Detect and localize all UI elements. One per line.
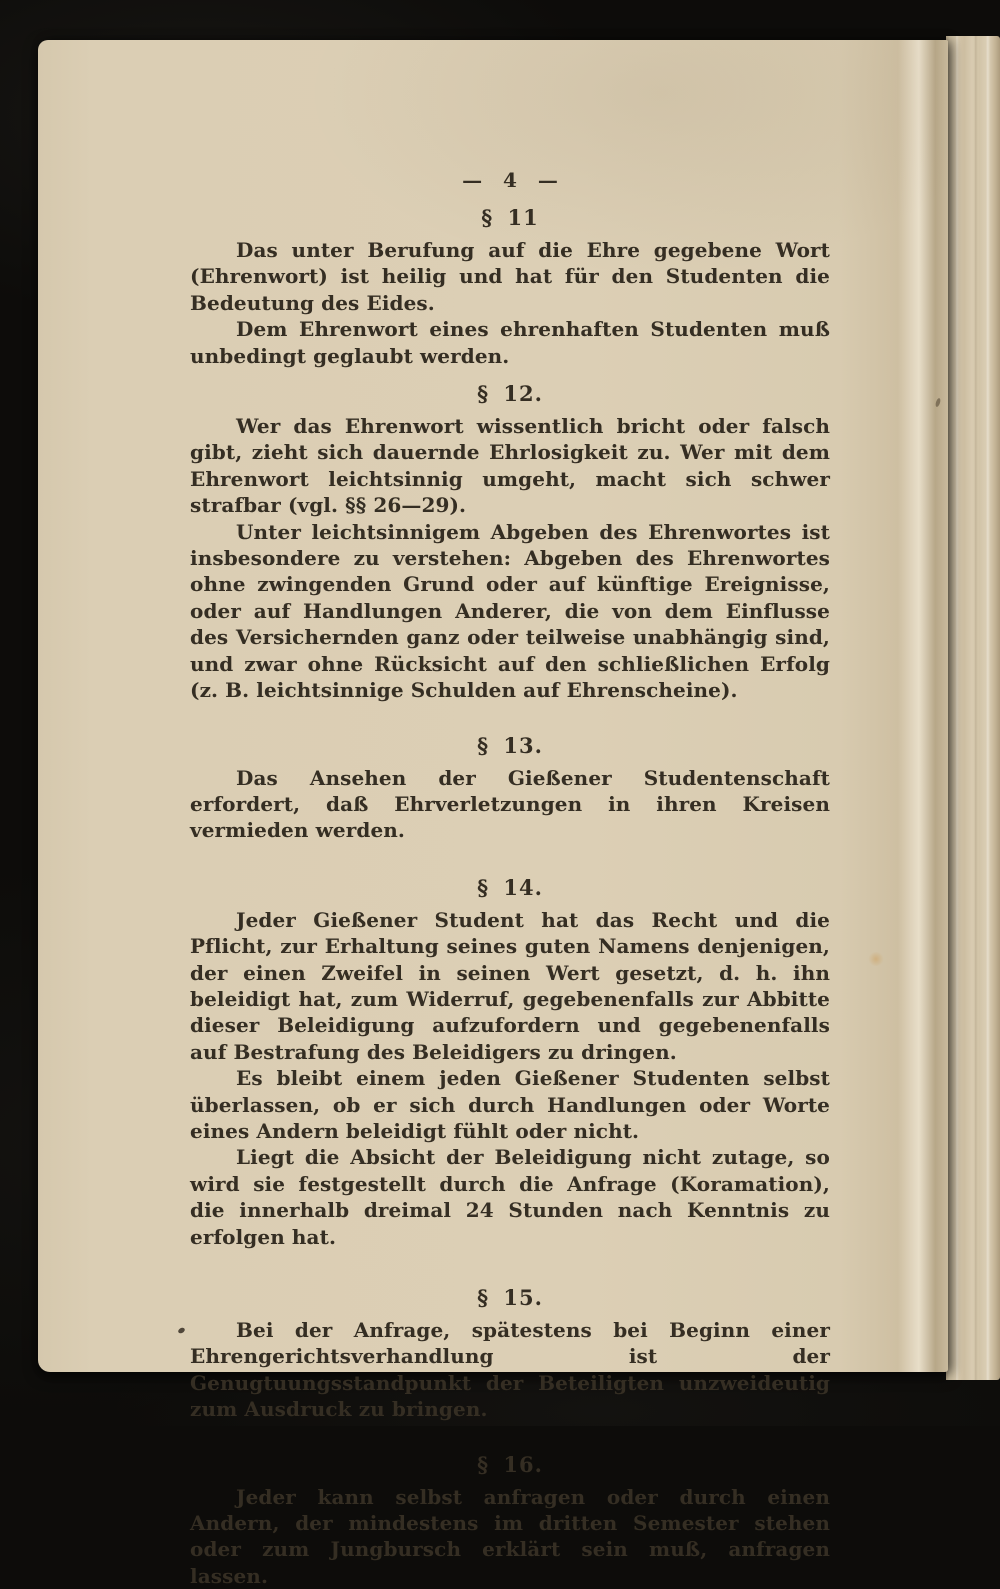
paragraph: Unter leichtsinnigem Abgeben des Ehrenwortes ist insbesondere zu verstehen: Abgeben des Ehrenwortes ohne zwingenden Grund oder auf künftige Ereignisse, oder auf Handlungen Anderer, die von dem Einflusse des Versichernden ganz oder teilweise unabhängig sind, und zwar ohne Rücksicht auf den schließlichen Erfolg (z. B. leichtsinnige Schulden auf Ehrenscheine). xyxy=(190,519,830,703)
section-paragraph-13 xyxy=(190,734,830,844)
paragraph: Jeder kann selbst anfragen oder durch einen Andern, der mindestens im dritten Semester stehen oder zum Jungbursch erklärt sein muß, anfragen lassen. xyxy=(190,1484,830,1588)
paper-speck xyxy=(177,1327,186,1335)
section-heading: § 11 xyxy=(481,205,539,230)
paper-stain xyxy=(868,952,884,966)
section-paragraph-14 xyxy=(190,876,830,1250)
page-number: — 4 — xyxy=(462,168,558,192)
section-paragraph-16 xyxy=(190,1453,830,1589)
book-page xyxy=(38,40,948,1588)
section-heading: § 16. xyxy=(477,1451,543,1477)
section-heading: § 14. xyxy=(477,874,543,900)
paragraph: Dem Ehrenwort eines ehrenhaften Studenten muß unbedingt geglaubt werden. xyxy=(190,317,830,368)
paragraph: Das unter Berufung auf die Ehre gegebene Wort (Ehrenwort) ist heilig und hat für den Studenten die Bedeutung des Eides. xyxy=(190,238,830,315)
book-fore-edge-pages xyxy=(946,36,1000,1380)
paragraph: Es bleibt einem jeden Gießener Studenten selbst überlassen, ob er sich durch Handlungen oder Worte eines Andern beleidigt fühlt oder nicht. xyxy=(190,1066,830,1143)
section-paragraph-15 xyxy=(190,1286,830,1423)
paper-speck xyxy=(935,398,942,408)
section-heading: § 13. xyxy=(477,732,543,758)
section-paragraph-11 xyxy=(190,206,830,369)
paragraph: Liegt die Absicht der Beleidigung nicht zutage, so wird sie festgestellt durch die Anfrage (Koramation), die innerhalb dreimal 24 Stunden nach Kenntnis zu erfolgen hat. xyxy=(190,1145,830,1249)
paragraph: Wer das Ehrenwort wissentlich bricht oder falsch gibt, zieht sich dauernde Ehrlosigkeit zu. Wer mit dem Ehrenwort leichtsinnig umgeht, macht sich schwer strafbar (vgl. §§ 26—29). xyxy=(190,414,830,518)
page-text-block xyxy=(190,40,830,1589)
paragraph: Bei der Anfrage, spätestens bei Beginn einer Ehrengerichtsverhandlung ist der Genugtuungsstandpunkt der Beteiligten unzweideutig zum Ausdruck zu bringen. xyxy=(190,1318,830,1422)
paragraph: Jeder Gießener Student hat das Recht und die Pflicht, zur Erhaltung seines guten Namens denjenigen, der einen Zweifel in seinen Wert gesetzt, d. h. ihn beleidigt hat, zum Widerruf, gegebenenfalls zur Abbitte dieser Beleidigung aufzufordern und gegebenenfalls auf Bestrafung des Beleidigers zu dringen. xyxy=(190,907,830,1064)
paragraph: Das Ansehen der Gießener Studentenschaft erfordert, daß Ehrverletzungen in ihren Kreisen vermieden werden. xyxy=(190,765,830,843)
section-heading: § 15. xyxy=(477,1285,543,1310)
section-paragraph-12 xyxy=(190,382,830,703)
section-heading: § 12. xyxy=(477,381,543,407)
